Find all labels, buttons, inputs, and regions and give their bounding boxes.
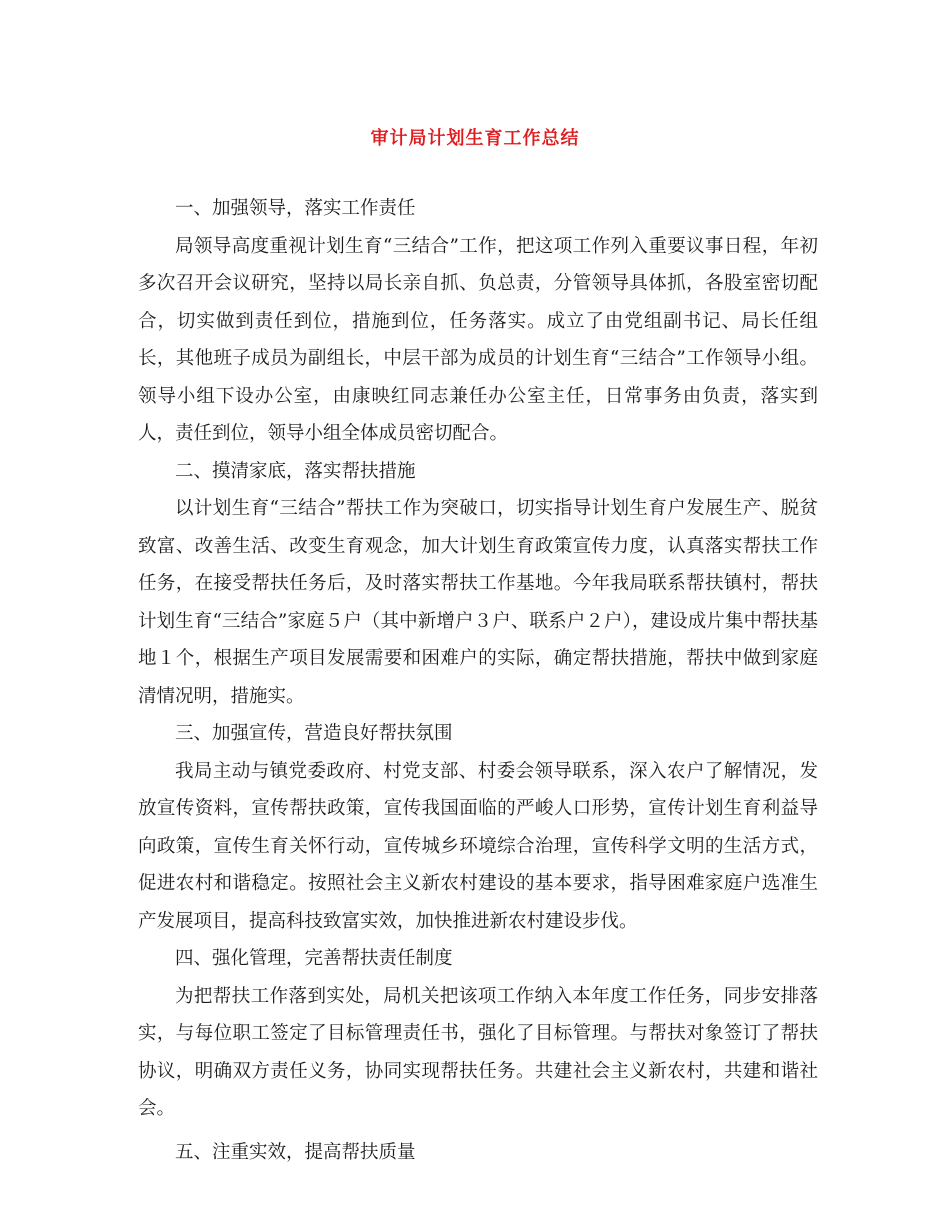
section-paragraph-2: 以计划生育“三结合”帮扶工作为突破口，切实指导计划生育户发展生产、脱贫致富、改善生活、改变生育观念，加大计划生育政策宣传力度，认真落实帮扶工作任务，在接受帮扶任务后，及时落实帮扶工作基地。今年我局联系帮扶镇村，帮扶计划生育“三结合”家庭５户（其中新增户３户、联系户２户），建设成片集中帮扶基地１个，根据生产项目发展需要和困难户的实际，确定帮扶措施，帮扶中做到家庭清情况明，措施实。 [138,498,818,707]
section-paragraph-3: 我局主动与镇党委政府、村党支部、村委会领导联系，深入农户了解情况，发放宣传资料，宣传帮扶政策，宣传我国面临的严峻人口形势，宣传计划生育利益导向政策，宣传生育关怀行动，宣传城乡环境综合治理，宣传科学文明的生活方式，促进农村和谐稳定。按照社会主义新农村建设的基本要求，指导困难家庭户选准生产发展项目，提高科技致富实效，加快推进新农村建设步伐。 [138,760,818,932]
section-heading-2: 二、摸清家底，落实帮扶措施 [175,460,416,482]
section-heading-1: 一、加强领导，落实工作责任 [175,198,416,219]
section-paragraph-4: 为把帮扶工作落到实处，局机关把该项工作纳入本年度工作任务，同步安排落实，与每位职工签定了目标管理责任书，强化了目标管理。与帮扶对象签订了帮扶协议，明确双方责任义务，协同实现帮扶任务。共建社会主义新农村，共建和谐社会。 [138,985,818,1119]
document-body [138,190,818,1171]
section-heading-4: 四、强化管理，完善帮扶责任制度 [175,948,453,969]
document-title: 审计局计划生育工作总结 [370,128,580,149]
section-heading-3: 三、加强宣传，营造良好帮扶氛围 [175,723,453,744]
section-paragraph-1: 局领导高度重视计划生育“三结合”工作，把这项工作列入重要议事日程，年初多次召开会议研究，坚持以局长亲自抓、负总责，分管领导具体抓，各股室密切配合，切实做到责任到位，措施到位，任务落实。成立了由党组副书记、局长任组长，其他班子成员为副组长，中层干部为成员的计划生育“三结合”工作领导小组。领导小组下设办公室，由康映红同志兼任办公室主任，日常事务由负责，落实到人，责任到位，领导小组全体成员密切配合。 [138,235,818,444]
section-heading-5: 五、注重实效，提高帮扶质量 [175,1141,416,1163]
